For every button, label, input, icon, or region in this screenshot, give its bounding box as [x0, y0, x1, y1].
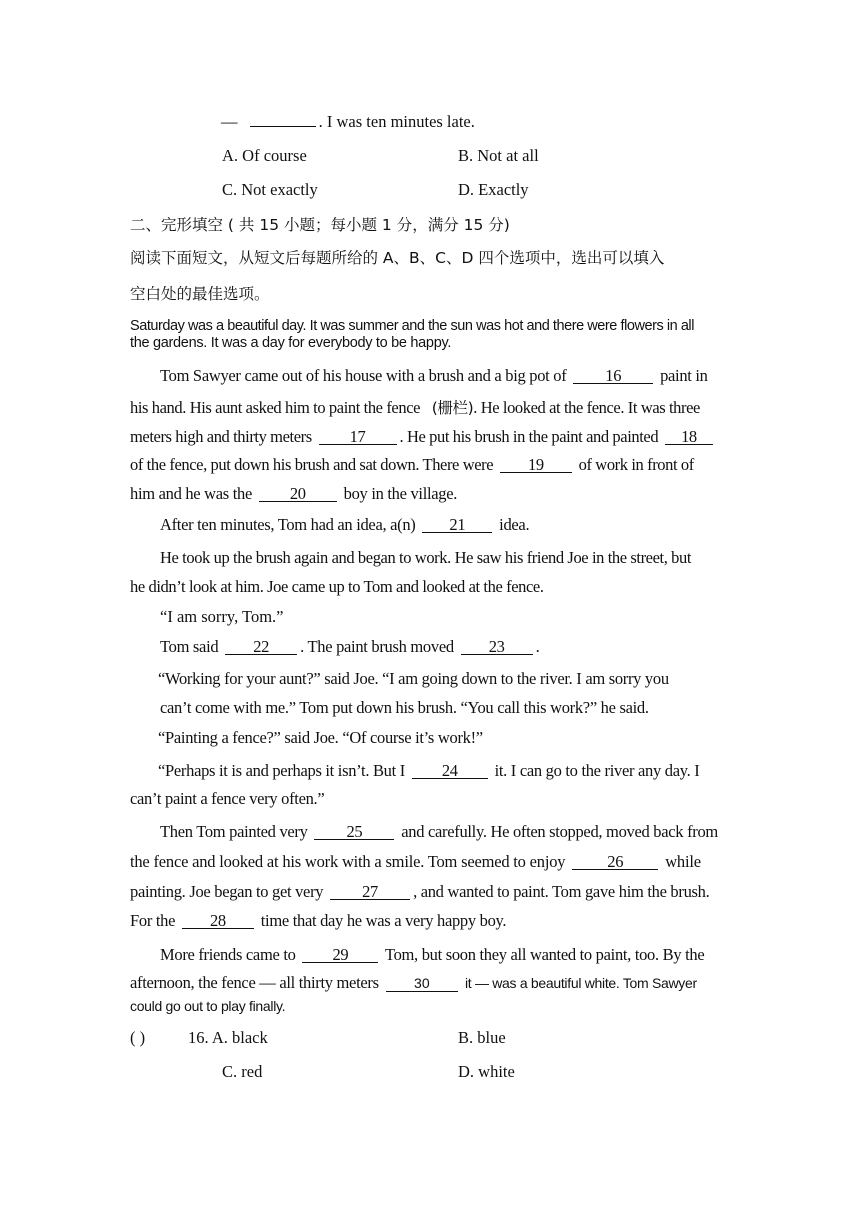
stem-tail: . I was ten minutes late.: [318, 112, 475, 131]
text-run: time that day he was a very happy boy.: [260, 911, 507, 930]
passage-line: “Painting a fence?” said Joe. “Of course it’s work!”: [158, 728, 483, 747]
blank-26: 26: [572, 854, 658, 870]
blank-21: 21: [422, 517, 492, 533]
passage-line: can’t come with me.” Tom put down his brush. “You call this work?” he said.: [160, 698, 649, 717]
passage-line: [130, 911, 506, 931]
passage-line: could go out to play finally.: [130, 998, 286, 1014]
option-c: C. Not exactly: [222, 180, 318, 199]
blank-24: 24: [412, 763, 488, 779]
blank-22: 22: [225, 639, 297, 655]
passage-line: “I am sorry, Tom.”: [160, 607, 284, 626]
section-instruction-1: 阅读下面短文，从短文后每题所给的 A、B、C、D 四个选项中，选出可以填入: [130, 249, 665, 267]
passage-line: [160, 515, 529, 535]
section-heading: 二、完形填空 ( 共 15 小题；每小题 1 分，满分 15 分): [130, 216, 510, 234]
text-run: “Perhaps it is and perhaps it isn’t. But I: [158, 761, 405, 780]
text-run: More friends came to: [160, 945, 296, 964]
passage-line: [130, 427, 716, 447]
blank-18: 18: [665, 429, 713, 445]
text-run: and carefully. He often stopped, moved back from: [401, 822, 718, 841]
text-run: painting. Joe began to get very: [130, 882, 324, 901]
top-question-stem: [221, 112, 475, 132]
option-a: A. Of course: [222, 146, 307, 165]
text-run: it — was a beautiful white. Tom Sawyer: [464, 975, 697, 991]
text-run: Tom said: [160, 637, 219, 656]
blank-28: 28: [182, 913, 254, 929]
passage-line: [130, 882, 709, 902]
blank-30: 30: [386, 976, 458, 992]
text-run: Tom Sawyer came out of his house with a brush and a big pot of: [160, 366, 567, 385]
passage-line: [130, 973, 697, 993]
text-run: afternoon, the fence — all thirty meters: [130, 973, 379, 992]
text-run: the fence and looked at his work with a smile. Tom seemed to enjoy: [130, 852, 566, 871]
blank-27: 27: [330, 884, 410, 900]
option-d: D. Exactly: [458, 180, 529, 199]
text-run: , and wanted to paint. Tom gave him the brush.: [413, 882, 710, 901]
blank-19: 19: [500, 457, 572, 473]
text-run: For the: [130, 911, 176, 930]
blank-29: 29: [302, 947, 378, 963]
text-run: paint in: [660, 366, 708, 385]
blank-23: 23: [461, 639, 533, 655]
passage-intro-line-1: Saturday was a beautiful day. It was summer and the sun was hot and there were flowers in all: [130, 318, 694, 334]
text-run: (栅栏): [431, 399, 474, 417]
passage-line: [130, 852, 701, 872]
text-run: him and he was the: [130, 484, 252, 503]
blank-16: 16: [573, 368, 653, 384]
question-16-option-c: C. red: [222, 1062, 263, 1081]
question-16-paren: ( ): [130, 1028, 146, 1047]
passage-line: [160, 366, 708, 386]
text-run: of work in front of: [578, 455, 694, 474]
passage-line: [130, 455, 694, 475]
dash-mark: —: [221, 112, 238, 131]
text-run: . He looked at the fence. It was three: [473, 398, 700, 417]
blank-20: 20: [259, 486, 337, 502]
text-run: his hand. His aunt asked him to paint the fence: [130, 398, 421, 417]
question-16-stem: 16. A. black: [188, 1028, 268, 1047]
text-run: boy in the village.: [343, 484, 458, 503]
text-run: Then Tom painted very: [160, 822, 308, 841]
option-b: B. Not at all: [458, 146, 539, 165]
text-run: meters high and thirty meters: [130, 427, 312, 446]
text-run: After ten minutes, Tom had an idea, a(n): [160, 515, 416, 534]
text-run: .: [535, 637, 540, 656]
passage-line: [160, 822, 718, 842]
passage-line: [130, 484, 457, 504]
blank-17: 17: [319, 429, 397, 445]
passage-line: can’t paint a fence very often.”: [130, 789, 325, 808]
text-run: idea.: [499, 515, 530, 534]
section-instruction-2: 空白处的最佳选项。: [130, 285, 270, 303]
passage-line: [130, 396, 700, 418]
passage-line: he didn’t look at him. Joe came up to Tom and looked at the fence.: [130, 577, 544, 596]
question-16-option-d: D. white: [458, 1062, 515, 1081]
text-run: of the fence, put down his brush and sat down. There were: [130, 455, 494, 474]
text-run: . He put his brush in the paint and painted: [399, 427, 659, 446]
answer-blank: [250, 126, 316, 127]
question-16-option-b: B. blue: [458, 1028, 506, 1047]
passage-line: [160, 637, 539, 657]
passage-line: [160, 945, 704, 965]
passage-line: [158, 761, 699, 781]
passage-line: He took up the brush again and began to work. He saw his friend Joe in the street, but: [160, 548, 692, 567]
text-run: while: [665, 852, 701, 871]
text-run: Tom, but soon they all wanted to paint, too. By the: [384, 945, 705, 964]
passage-line: “Working for your aunt?” said Joe. “I am going down to the river. I am sorry you: [158, 669, 669, 688]
passage-intro-line-2: the gardens. It was a day for everybody to be happy.: [130, 335, 452, 351]
text-run: it. I can go to the river any day. I: [494, 761, 700, 780]
blank-25: 25: [314, 824, 394, 840]
text-run: . The paint brush moved: [300, 637, 454, 656]
